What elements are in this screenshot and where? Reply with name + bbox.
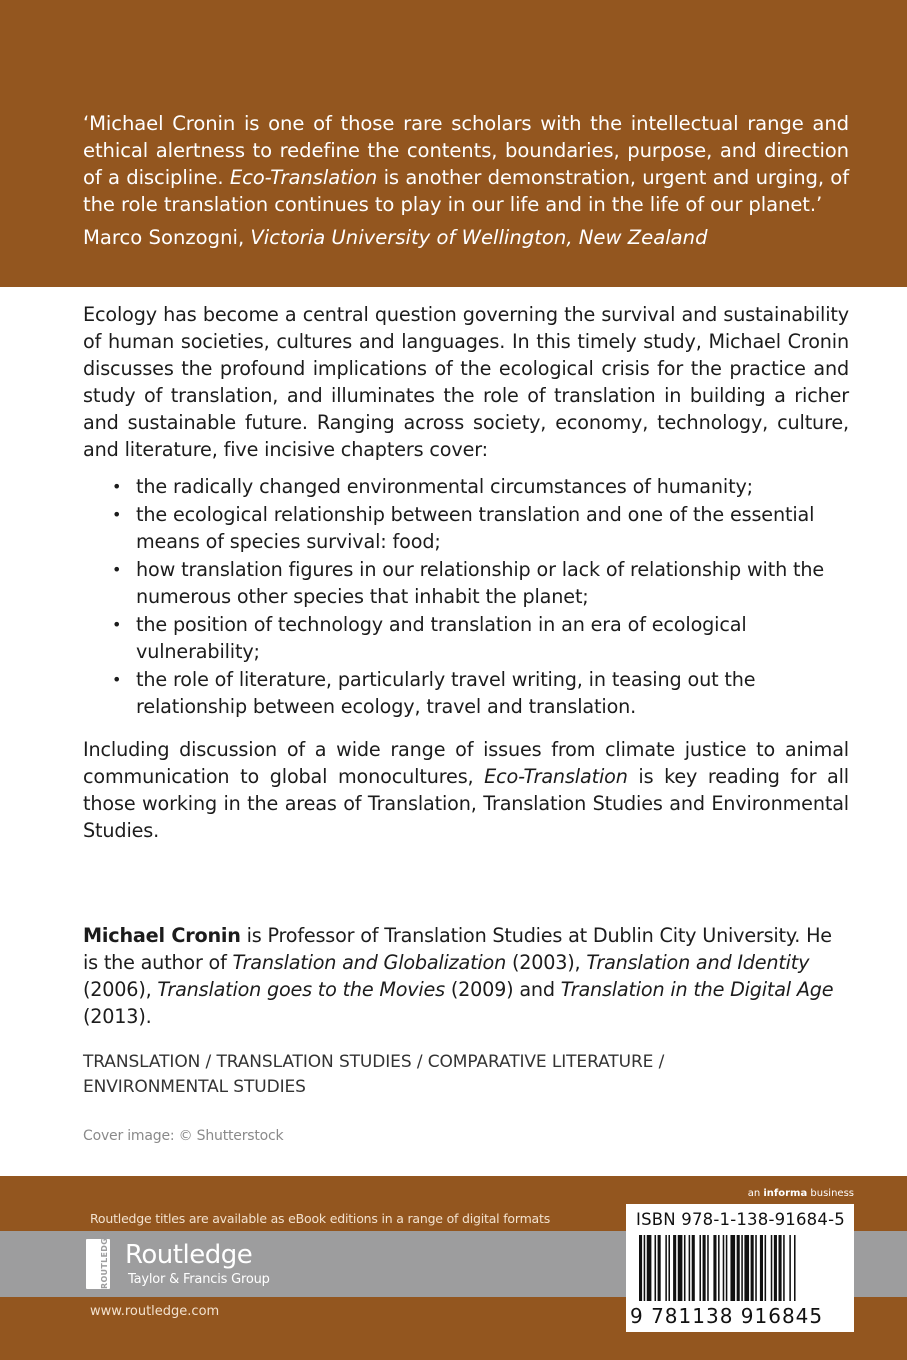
bio-text: is Professor of Translation Studies at Dublin City University. He is the author of bbox=[83, 924, 832, 974]
endorsement-attribution bbox=[83, 224, 849, 251]
list-item bbox=[83, 556, 849, 610]
isbn-label: ISBN 978-1-138-91684-5 bbox=[636, 1210, 845, 1229]
quote-affiliation: Victoria University of Wellington, New Zealand bbox=[250, 226, 708, 249]
barcode-bar bbox=[730, 1235, 735, 1301]
closing-title-italic: Eco-Translation bbox=[484, 765, 628, 788]
barcode-bar bbox=[741, 1235, 743, 1301]
list-item-text: the role of literature, particularly travel writing, in teasing out the relationship between ecology, travel and translation. bbox=[136, 668, 756, 718]
bullet-icon: • bbox=[112, 670, 122, 689]
closing-text-1: Including discussion of a wide range of issues from climate justice to animal communication to global monocultures, bbox=[83, 738, 849, 788]
barcode-bar bbox=[713, 1235, 716, 1301]
barcode-bar bbox=[707, 1235, 709, 1301]
bullet-icon: • bbox=[112, 615, 122, 634]
barcode-bar bbox=[718, 1235, 720, 1301]
bio-text: (2006), bbox=[83, 978, 158, 1001]
publisher-website[interactable]: www.routledge.com bbox=[90, 1304, 220, 1319]
informa-suffix: business bbox=[807, 1188, 854, 1199]
closing-text-2: is key reading for all those working in the areas of Translation, Translation Studies and Environmental Studies. bbox=[83, 765, 849, 842]
informa-prefix: an bbox=[747, 1188, 764, 1199]
barcode-bar bbox=[760, 1235, 763, 1301]
bullet-icon: • bbox=[112, 505, 122, 524]
subject-categories: TRANSLATION / TRANSLATION STUDIES / COMPARATIVE LITERATURE / ENVIRONMENTAL STUDIES bbox=[83, 1052, 665, 1097]
barcode-bar bbox=[699, 1235, 701, 1301]
barcode-bar bbox=[668, 1235, 670, 1301]
routledge-logo-icon bbox=[86, 1232, 110, 1289]
bio-text: (2013). bbox=[83, 1005, 152, 1028]
list-item bbox=[83, 473, 849, 500]
barcode-bar bbox=[692, 1235, 695, 1301]
barcode-bar bbox=[794, 1235, 796, 1301]
publisher-group: Taylor & Francis Group bbox=[128, 1272, 270, 1287]
barcode-bar bbox=[737, 1235, 740, 1301]
book-description bbox=[83, 301, 849, 844]
list-item-text: the position of technology and translation in an era of ecological vulnerability; bbox=[136, 613, 747, 663]
list-item bbox=[83, 501, 849, 555]
barcode-bar bbox=[774, 1235, 777, 1301]
barcode-bar bbox=[655, 1235, 657, 1301]
barcode-icon bbox=[639, 1235, 839, 1305]
barcode-bar bbox=[726, 1235, 728, 1301]
cover-credit: Cover image: © Shutterstock bbox=[83, 1128, 284, 1144]
list-item-text: the ecological relationship between translation and one of the essential means of species survival: food; bbox=[136, 503, 815, 553]
bio-text: (2009) and bbox=[444, 978, 561, 1001]
barcode-bar bbox=[779, 1235, 782, 1301]
author-bio bbox=[83, 922, 849, 1030]
chapter-list bbox=[83, 473, 849, 720]
isbn-barcode-box bbox=[626, 1204, 854, 1332]
barcode-bar bbox=[771, 1235, 773, 1301]
publisher-name: Routledge bbox=[125, 1240, 253, 1270]
bio-book-title: Translation and Globalization bbox=[232, 951, 507, 974]
description-intro: Ecology has become a central question governing the survival and sustainability of human societies, cultures and languages. In this timely study, Michael Cronin discusses the profound implications of the ecological crisis for the practice and study of translation, and illuminates the role of translation in building a richer and sustainable future. Ranging across society, economy, technology, culture, and literature, five incisive chapters cover: bbox=[83, 303, 849, 461]
list-item-text: how translation figures in our relationship or lack of relationship with the numerous other species that inhabit the planet; bbox=[136, 558, 825, 608]
list-item-text: the radically changed environmental circumstances of humanity; bbox=[136, 475, 753, 498]
barcode-bar bbox=[744, 1235, 749, 1301]
barcode-bar bbox=[678, 1235, 683, 1301]
endorsement-quote bbox=[83, 110, 849, 218]
bio-text: (2003), bbox=[506, 951, 587, 974]
barcode-bar bbox=[765, 1235, 767, 1301]
informa-brand: informa bbox=[763, 1188, 808, 1199]
barcode-bar bbox=[684, 1235, 686, 1301]
barcode-bar bbox=[755, 1235, 757, 1301]
barcode-bar bbox=[689, 1235, 691, 1301]
informa-tagline bbox=[748, 1188, 854, 1199]
bullet-icon: • bbox=[112, 477, 122, 496]
barcode-bar bbox=[644, 1235, 646, 1301]
barcode-bar bbox=[647, 1235, 652, 1301]
barcode-bar bbox=[673, 1235, 676, 1301]
barcode-bar bbox=[723, 1235, 725, 1301]
bio-book-title: Translation and Identity bbox=[586, 951, 810, 974]
barcode-bar bbox=[639, 1235, 642, 1301]
bio-book-title: Translation in the Digital Age bbox=[560, 978, 834, 1001]
bio-book-title: Translation goes to the Movies bbox=[157, 978, 445, 1001]
author-name: Michael Cronin bbox=[83, 924, 241, 947]
list-item bbox=[83, 611, 849, 665]
list-item bbox=[83, 666, 849, 720]
quote-title-italic: Eco-Translation bbox=[229, 166, 378, 189]
barcode-bar bbox=[789, 1235, 791, 1301]
bullet-icon: • bbox=[112, 560, 122, 579]
quote-author: Marco Sonzogni, bbox=[83, 226, 251, 249]
quote-text-2: is another demonstration, urgent and urging, of the role translation continues to play in our life and in the life of our planet.’ bbox=[83, 166, 849, 216]
barcode-bar bbox=[783, 1235, 785, 1301]
description-closing bbox=[83, 736, 849, 844]
barcode-bar bbox=[703, 1235, 706, 1301]
quote-text-1: ‘Michael Cronin is one of those rare scholars with the intellectual range and ethical alertness to redefine the contents, boundaries, purpose, and direction of a discipline. bbox=[83, 112, 849, 189]
ebook-note: Routledge titles are available as eBook editions in a range of digital formats bbox=[90, 1211, 551, 1226]
barcode-digits: 9 781138 916845 bbox=[630, 1304, 824, 1328]
logo-badge-text: ROUTLEDGE bbox=[100, 1232, 109, 1289]
barcode-bar bbox=[658, 1235, 661, 1301]
barcode-bar bbox=[665, 1235, 667, 1301]
barcode-bar bbox=[751, 1235, 754, 1301]
